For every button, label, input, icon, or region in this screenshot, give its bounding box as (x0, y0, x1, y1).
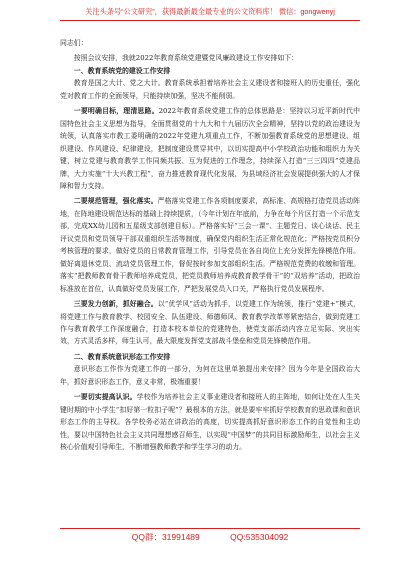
item-3-paragraph (60, 298, 360, 348)
item-2-text: 严格落实党建工作各项制度要求，高标准、高规格打造党员活动阵地，在阵地建设规范达标的基础上持续提质，（今年计划在年底前，力争在每个片区打造一个示范支部，完成XX幼儿园和五星级支部创建目标）。严格落实好“三会一课”、主题党日、谈心谈话、民主评议党员和党员领导干部双重组织生活等制度，确保党内组织生活正常化规范化；严格按党员积分考核管理的要求，做好党员的日常教育管理工作，引导党员在各自岗位上充分发挥先锋模范作用。做好离退休党员、流动党员管理工作，督促按时参加支部组织生活。严格规范党费的收缴和管理。落实“把教师教育骨干教师培养成党员，把党员教师培养成教育教学骨干”的“双培养”活动，把政治标准放在首位，认真做好党员发展工作，严把发展党员入口关，严格执行党员发展程序。 (60, 197, 361, 293)
item-3-text: 以“优学风”活动为抓手，以党建工作为统领，推行“党建+”模式，将党建工作与教育教学、校园安全、队伍建设、师德师风、教育教学改革等紧密结合，做到党建工作与教育教学工作深度融合，打造本校本单位的党建特色，使党支部活动内容立足实际、突出实效，方式灵活多样，师生认可，最大限度发挥党支部战斗堡垒和党员先锋模范作用。 (60, 300, 360, 346)
section-1-intro: 教育是国之大计、党之大计。教育系统承担着培养社会主义建设者和接班人的历史重任，强化党对教育工作的全面领导，只能持续加强，坚决不能削弱。 (60, 79, 360, 100)
item-4-paragraph (60, 391, 360, 453)
document-body (60, 37, 360, 454)
section-2-heading: 二、教育系统意识形态工作安排 (73, 352, 171, 361)
footer-divider (60, 528, 360, 529)
promo-banner: 关注头条号“公文研究”，获得最新最全最专业的公文资料库！ 微信：gongwenyj (85, 7, 335, 16)
intro-paragraph: 按照会议安排，我就2022年教育系统党建暨党风廉政建设工作安排如下： (73, 54, 299, 63)
footer-contact (60, 530, 360, 544)
item-1-lead: 一要明确目标，理清思路。 (73, 107, 159, 116)
item-2-paragraph (60, 195, 360, 295)
item-2-lead: 二要规范管理，强化落实。 (73, 197, 158, 206)
item-1-text: 2022年教育系统党建工作的总体思路是：坚持以习近平新时代中国特色社会主义思想为指导，全面贯彻党的十九大和十九届历次全会精神，坚持以党的政治建设为统领，认真落实市教工委明确的2022年党建九项重点工作，不断加强教育系统党的思想建设、组织建设、作风建设、纪律建设，把制度建设贯穿其中，以切实提高中小学校政治功能和组织力为关键，树立党建与教育教学工作同频共振、互为促进的工作理念，持续深入打造“三三四四”党建品牌，大力实施“十大兴教工程”，奋力推进教育现代化发展，为县域经济社会发展提供强大的人才保障和智力支持。 (60, 107, 360, 190)
item-4-text: 学校作为培养社会主义事业建设者和接班人的主阵地，如何让处在人生关键时期的中小学生“扣好第一粒扣子呢”？最根本的方法，就是要牢牢抓好学校教育的思政课和意识形态工作的主导权。各学校务必站在讲政治的高度，切实提高抓好意识形态工作的自觉性和主动性，要以中国特色社会主义共同理想感召师生，以实现“中国梦”的共同目标激励师生，以社会主义核心价值观引导师生，不断增强教师教学和学生学习的动力。 (60, 393, 361, 452)
section-1-heading: 一、教育系统党的建设工作安排 (73, 66, 171, 75)
item-3-lead: 三要发力创新，抓好融合。 (73, 300, 158, 309)
item-1-paragraph (60, 105, 360, 192)
footer-qq-group: QQ群：31991489 (131, 532, 200, 542)
section-2-intro: 意识形态工作作为党建工作的一部分，为何在这里单独提出来安排？因为今年是全国政治大年，抓好意识形态工作，意义非常，极端重要！ (60, 365, 360, 386)
footer-qq: QQ:535304092 (230, 532, 289, 542)
header-divider (60, 20, 360, 21)
item-4-lead: 一要切实提高认识。 (73, 393, 137, 402)
salutation: 同志们： (60, 39, 88, 47)
